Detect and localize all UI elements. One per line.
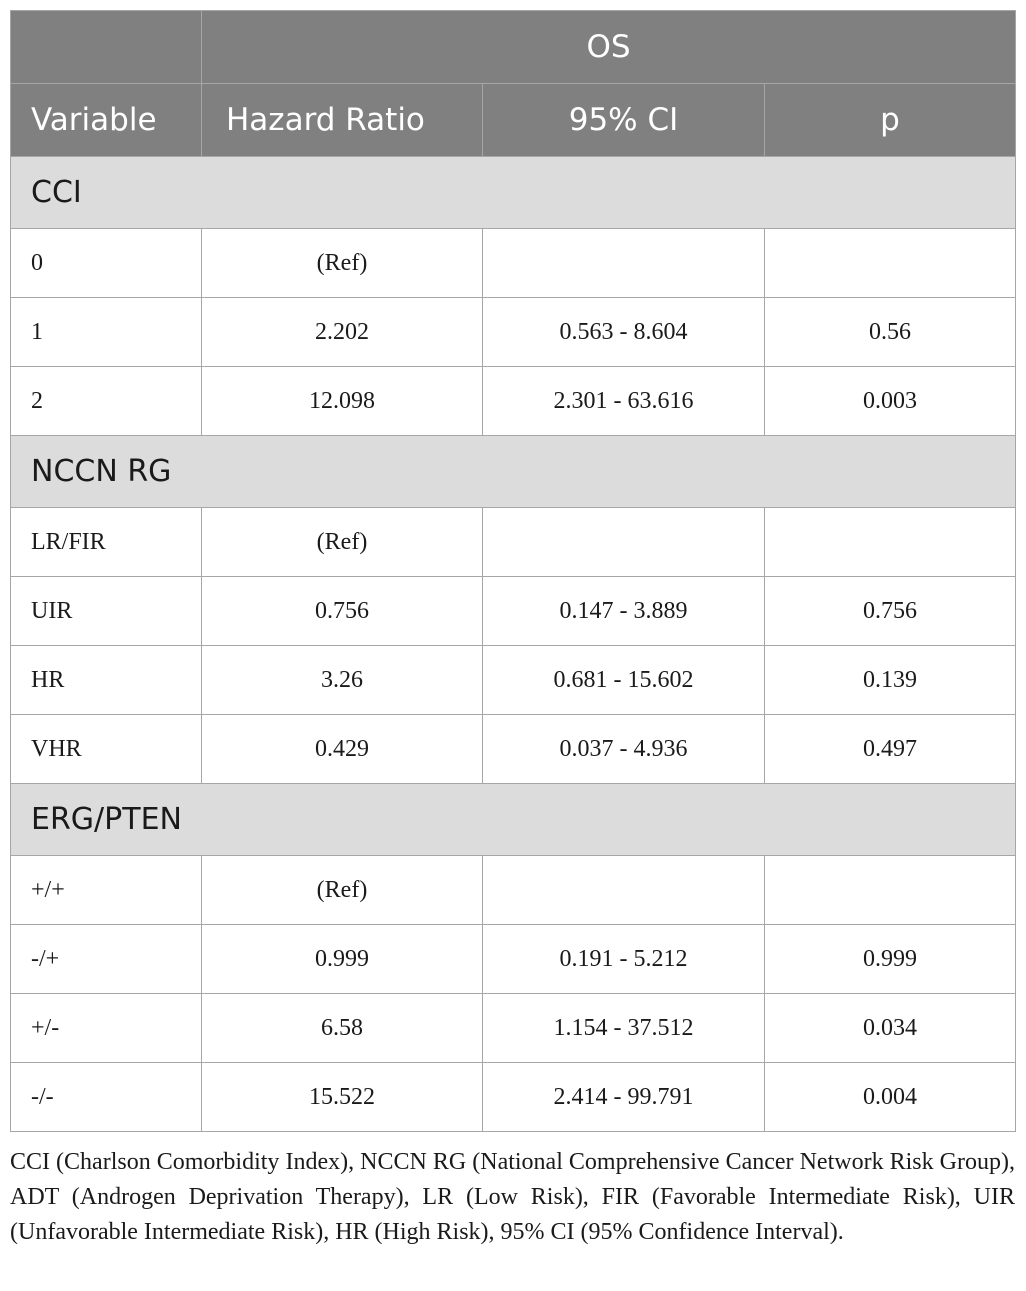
header-group-row	[11, 11, 1016, 84]
cell-p: 0.003	[765, 367, 1016, 436]
column-header-ci: 95% CI	[483, 84, 765, 157]
section-title: ERG/PTEN	[11, 784, 1016, 856]
cell-p	[765, 856, 1016, 925]
section-row-cci	[11, 157, 1016, 229]
cell-hazard-ratio: 0.999	[202, 925, 483, 994]
cell-p	[765, 229, 1016, 298]
cell-hazard-ratio: 6.58	[202, 994, 483, 1063]
cell-variable: VHR	[11, 715, 202, 784]
cell-hazard-ratio: 0.756	[202, 577, 483, 646]
cell-variable: -/-	[11, 1063, 202, 1132]
cell-variable: HR	[11, 646, 202, 715]
section-row-nccn-rg	[11, 436, 1016, 508]
cell-p	[765, 508, 1016, 577]
table-row	[11, 646, 1016, 715]
cell-ci: 0.191 - 5.212	[483, 925, 765, 994]
cell-hazard-ratio: 2.202	[202, 298, 483, 367]
table-row	[11, 715, 1016, 784]
cell-p: 0.139	[765, 646, 1016, 715]
section-title: CCI	[11, 157, 1016, 229]
table-row	[11, 856, 1016, 925]
table-footnote: CCI (Charlson Comorbidity Index), NCCN RG (National Comprehensive Cancer Network Risk Group), ADT (Androgen Deprivation Therapy), LR (Low Risk), FIR (Favorable Intermediate Risk), UIR (Unfavorable Intermediate Risk), HR (High Risk), 95% CI (95% Confidence Interval).	[10, 1149, 1015, 1245]
header-os-label: OS	[202, 11, 1016, 84]
cell-variable: UIR	[11, 577, 202, 646]
table-row	[11, 367, 1016, 436]
results-table-container	[10, 10, 1015, 1132]
cell-p: 0.56	[765, 298, 1016, 367]
cell-hazard-ratio: 0.429	[202, 715, 483, 784]
cell-p: 0.004	[765, 1063, 1016, 1132]
cell-hazard-ratio: (Ref)	[202, 856, 483, 925]
cell-p: 0.034	[765, 994, 1016, 1063]
cell-variable: 0	[11, 229, 202, 298]
table-row	[11, 577, 1016, 646]
cell-hazard-ratio: 3.26	[202, 646, 483, 715]
table-row	[11, 925, 1016, 994]
cell-ci: 1.154 - 37.512	[483, 994, 765, 1063]
header-columns-row	[11, 84, 1016, 157]
cell-p: 0.497	[765, 715, 1016, 784]
header-blank-cell	[11, 11, 202, 84]
hazard-ratio-table	[10, 10, 1016, 1132]
table-row	[11, 1063, 1016, 1132]
cell-variable: LR/FIR	[11, 508, 202, 577]
column-header-hazard-ratio: Hazard Ratio	[202, 84, 483, 157]
cell-ci: 0.563 - 8.604	[483, 298, 765, 367]
column-header-p: p	[765, 84, 1016, 157]
cell-ci: 2.301 - 63.616	[483, 367, 765, 436]
cell-variable: +/+	[11, 856, 202, 925]
column-header-variable: Variable	[11, 84, 202, 157]
table-row	[11, 298, 1016, 367]
cell-ci	[483, 229, 765, 298]
cell-ci	[483, 508, 765, 577]
cell-variable: +/-	[11, 994, 202, 1063]
section-title: NCCN RG	[11, 436, 1016, 508]
cell-variable: 1	[11, 298, 202, 367]
table-row	[11, 508, 1016, 577]
cell-ci: 0.147 - 3.889	[483, 577, 765, 646]
cell-ci: 2.414 - 99.791	[483, 1063, 765, 1132]
cell-variable: -/+	[11, 925, 202, 994]
cell-ci: 0.681 - 15.602	[483, 646, 765, 715]
cell-hazard-ratio: 12.098	[202, 367, 483, 436]
table-row	[11, 229, 1016, 298]
table-row	[11, 994, 1016, 1063]
cell-hazard-ratio: (Ref)	[202, 229, 483, 298]
cell-hazard-ratio: 15.522	[202, 1063, 483, 1132]
cell-p: 0.756	[765, 577, 1016, 646]
cell-hazard-ratio: (Ref)	[202, 508, 483, 577]
cell-p: 0.999	[765, 925, 1016, 994]
cell-ci: 0.037 - 4.936	[483, 715, 765, 784]
cell-variable: 2	[11, 367, 202, 436]
cell-ci	[483, 856, 765, 925]
section-row-erg-pten	[11, 784, 1016, 856]
